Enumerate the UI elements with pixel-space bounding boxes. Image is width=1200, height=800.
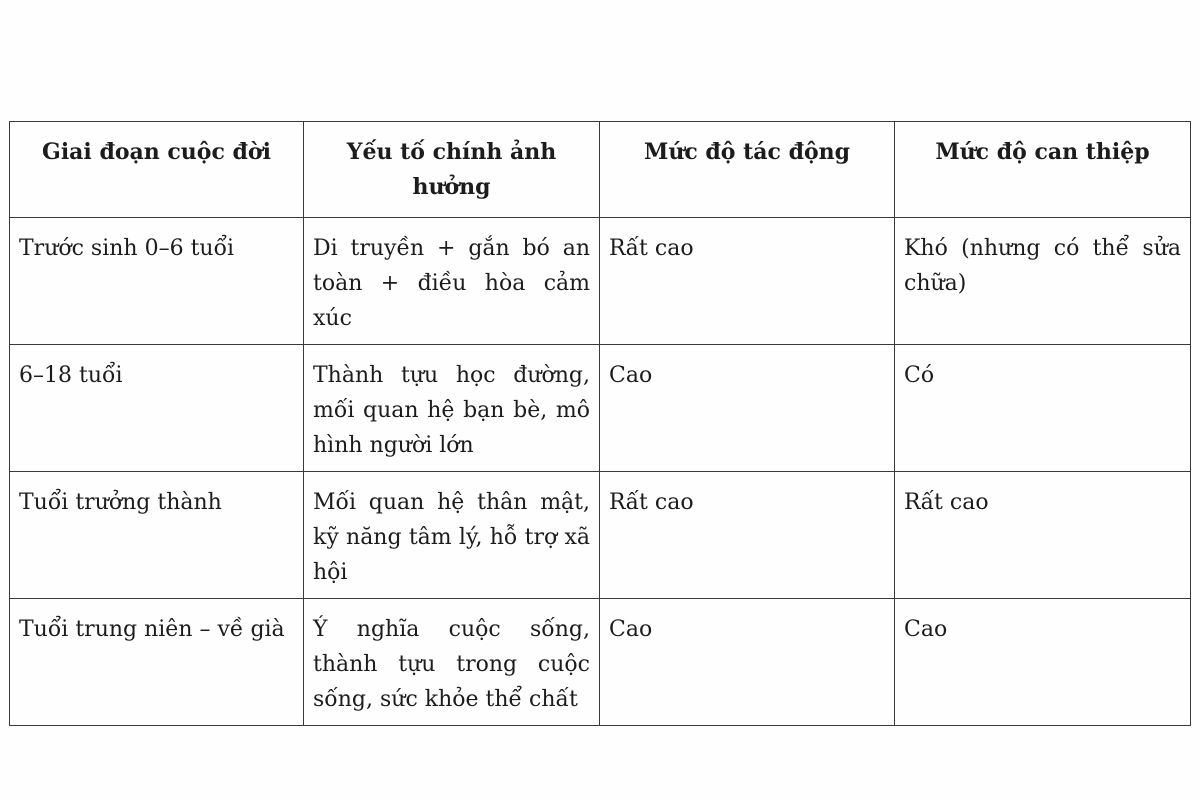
cell-life-stage: Tuổi trưởng thành [10, 472, 304, 599]
cell-impact-level: Cao [600, 345, 895, 472]
cell-impact-level: Cao [600, 599, 895, 726]
cell-main-factors: Thành tựu học đường, mối quan hệ bạn bè, mô hình người lớn [304, 345, 600, 472]
header-intervention-level: Mức độ can thiệp [895, 122, 1191, 218]
cell-intervention-level: Rất cao [895, 472, 1191, 599]
cell-life-stage: Trước sinh 0–6 tuổi [10, 218, 304, 345]
header-main-factors: Yếu tố chính ảnh hưởng [304, 122, 600, 218]
cell-main-factors: Di truyền + gắn bó an toàn + điều hòa cảm xúc [304, 218, 600, 345]
cell-life-stage: Tuổi trung niên – về già [10, 599, 304, 726]
cell-intervention-level: Khó (nhưng có thể sửa chữa) [895, 218, 1191, 345]
cell-impact-level: Rất cao [600, 218, 895, 345]
cell-main-factors: Ý nghĩa cuộc sống, thành tựu trong cuộc sống, sức khỏe thể chất [304, 599, 600, 726]
header-life-stage: Giai đoạn cuộc đời [10, 122, 304, 218]
cell-intervention-level: Có [895, 345, 1191, 472]
table-row [10, 345, 1191, 472]
table-body [10, 218, 1191, 726]
life-stage-table [9, 121, 1191, 726]
cell-life-stage: 6–18 tuổi [10, 345, 304, 472]
table-row [10, 218, 1191, 345]
table-row [10, 599, 1191, 726]
table-header [10, 122, 1191, 218]
header-row [10, 122, 1191, 218]
cell-main-factors: Mối quan hệ thân mật, kỹ năng tâm lý, hỗ trợ xã hội [304, 472, 600, 599]
cell-intervention-level: Cao [895, 599, 1191, 726]
cell-impact-level: Rất cao [600, 472, 895, 599]
header-impact-level: Mức độ tác động [600, 122, 895, 218]
table-row [10, 472, 1191, 599]
